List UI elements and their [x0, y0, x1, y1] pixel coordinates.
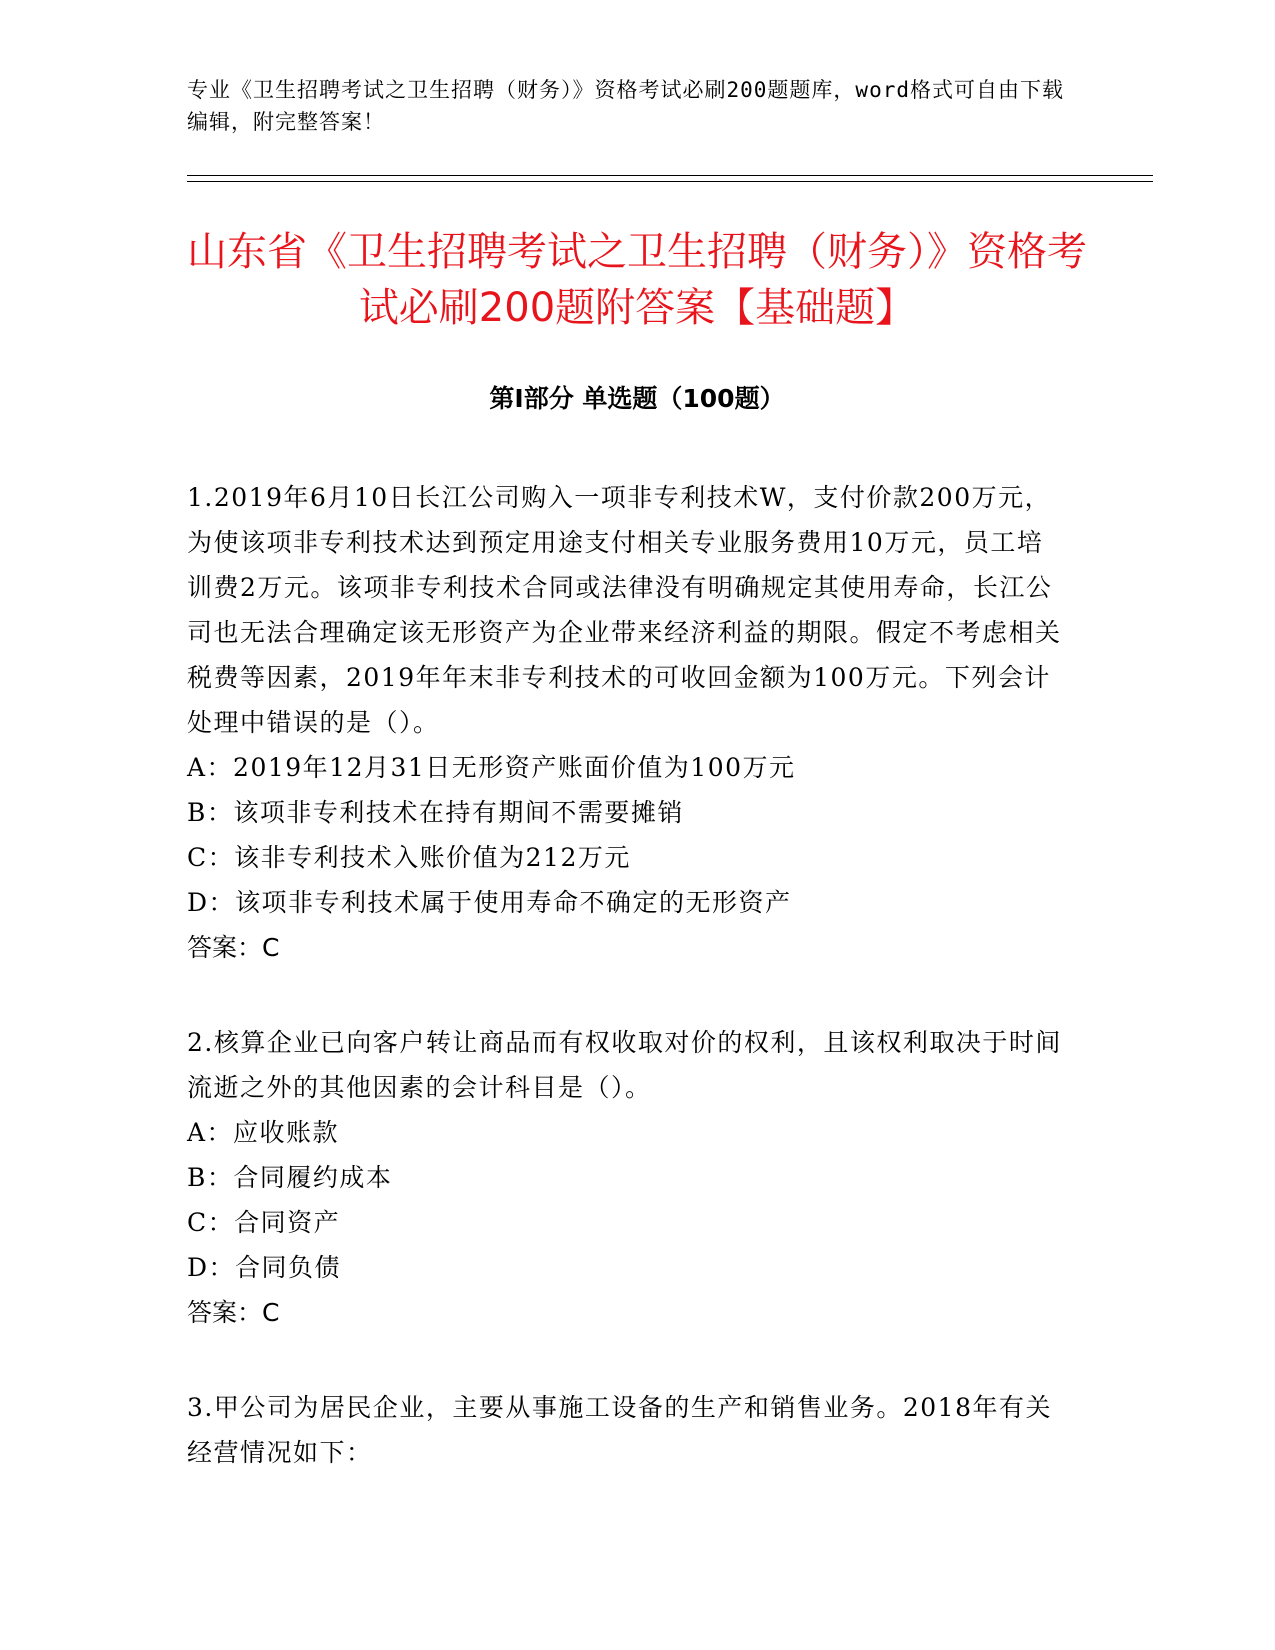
header-divider-top — [187, 175, 1153, 176]
section-heading: 第I部分 单选题（100题） — [489, 384, 785, 413]
option-c: C：该非专利技术入账价值为212万元 — [187, 843, 631, 872]
option-b: B：该项非专利技术在持有期间不需要摊销 — [187, 798, 684, 827]
answer: 答案：C — [187, 1298, 280, 1327]
question-2 — [187, 1020, 1067, 1335]
option-c: C：合同资产 — [187, 1208, 341, 1237]
answer: 答案：C — [187, 933, 280, 962]
document-title: 山东省《卫生招聘考试之卫生招聘（财务）》资格考试必刷200题附答案【基础题】 — [187, 229, 1087, 331]
option-d: D：合同负债 — [187, 1253, 342, 1282]
question-stem: 2.核算企业已向客户转让商品而有权收取对价的权利，且该权利取决于时间流逝之外的其他因素的会计科目是（）。 — [187, 1028, 1062, 1102]
question-stem: 1.2019年6月10日长江公司购入一项非专利技术W，支付价款200万元，为使该项非专利技术达到预定用途支付相关专业服务费用10万元，员工培训费2万元。该项非专利技术合同或法律没有明确规定其使用寿命，长江公司也无法合理确定该无形资产为企业带来经济利益的期限。假定不考虑相关税费等因素，2019年年末非专利技术的可收回金额为100万元。下列会计处理中错误的是（）。 — [187, 483, 1062, 737]
option-a: A：应收账款 — [187, 1118, 340, 1147]
question-3 — [187, 1385, 1067, 1475]
question-stem: 3.甲公司为居民企业，主要从事施工设备的生产和销售业务。2018年有关经营情况如下： — [187, 1393, 1052, 1467]
option-d: D：该项非专利技术属于使用寿命不确定的无形资产 — [187, 888, 792, 917]
question-1 — [187, 475, 1067, 970]
header-note: 专业《卫生招聘考试之卫生招聘（财务）》资格考试必刷200题题库，word格式可自由下载编辑，附完整答案！ — [187, 78, 1064, 134]
option-b: B：合同履约成本 — [187, 1163, 393, 1192]
header-divider-bottom — [187, 181, 1153, 182]
option-a: A：2019年12月31日无形资产账面价值为100万元 — [187, 753, 796, 782]
